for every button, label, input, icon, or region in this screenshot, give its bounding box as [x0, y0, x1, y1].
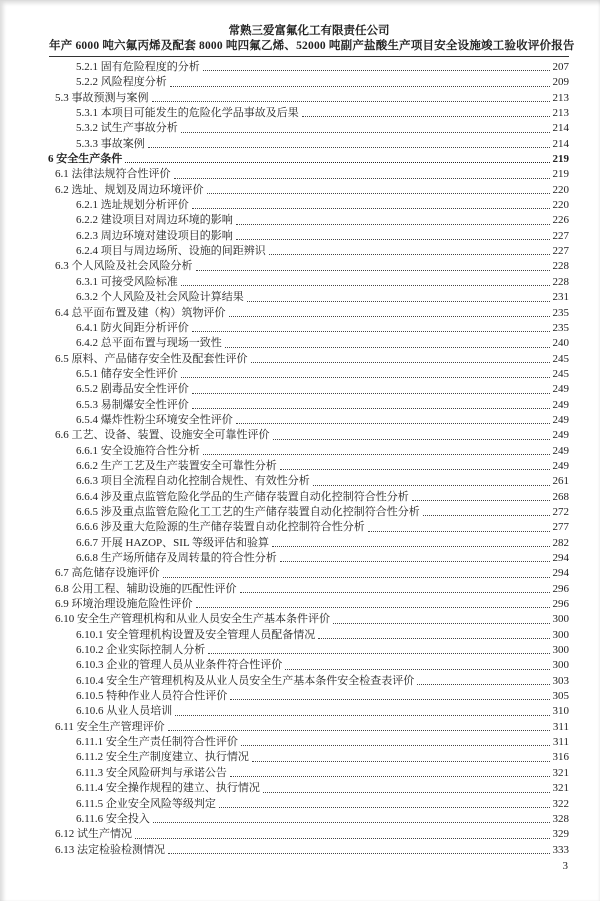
- toc-entry-label: 6.2.4 项目与周边场所、设施的间距辨识: [76, 245, 266, 258]
- toc-entry-page: 213: [552, 107, 569, 120]
- toc-entry[interactable]: [48, 275, 569, 290]
- toc-entry[interactable]: [48, 306, 569, 321]
- toc-entry-page: 311: [552, 720, 569, 733]
- toc-leader-dots: [152, 101, 550, 102]
- toc-entry-page: 240: [552, 337, 569, 350]
- toc-entry-label: 6.6 工艺、设备、装置、设施安全可靠性评价: [55, 429, 270, 442]
- toc-entry[interactable]: [48, 413, 569, 428]
- toc-entry-label: 6.13 法定检验检测情况: [55, 843, 165, 856]
- toc-entry[interactable]: [48, 336, 569, 351]
- toc-entry[interactable]: [48, 766, 569, 781]
- toc-entry-label: 6.6.8 生产场所储存及周转量的符合性分析: [76, 552, 277, 564]
- toc-leader-dots: [247, 301, 550, 302]
- toc-entry-label: 6.5.1 储存安全性评价: [76, 367, 178, 380]
- toc-entry[interactable]: [48, 797, 569, 812]
- toc-entry[interactable]: [48, 321, 569, 336]
- toc-leader-dots: [196, 270, 550, 271]
- toc-entry-page: 268: [552, 490, 569, 503]
- toc-entry-page: 220: [552, 183, 569, 196]
- toc-entry-label: 6.7 高危储存设施评价: [55, 567, 160, 580]
- toc-entry-label: 6.2 选址、规划及周边环境评价: [55, 183, 204, 196]
- toc-list: [48, 60, 569, 858]
- toc-entry[interactable]: [48, 827, 569, 842]
- toc-leader-dots: [302, 116, 550, 117]
- toc-entry[interactable]: [48, 474, 569, 489]
- toc-leader-dots: [207, 193, 550, 194]
- toc-entry-label: 6.11 安全生产管理评价: [55, 720, 165, 733]
- toc-entry-page: 272: [552, 505, 569, 518]
- toc-entry-label: 6.11.2 安全生产制度建立、执行情况: [76, 751, 249, 764]
- toc-entry-label: 6.11.3 安全风险研判与承诺公告: [76, 766, 227, 779]
- toc-leader-dots: [252, 761, 550, 762]
- toc-entry[interactable]: [48, 382, 569, 397]
- toc-entry-label: 6.6.1 安全设施符合性分析: [76, 444, 200, 457]
- toc-leader-dots: [168, 853, 550, 854]
- toc-entry-page: 277: [552, 521, 569, 534]
- toc-leader-dots: [203, 70, 550, 71]
- toc-leader-dots: [181, 377, 550, 378]
- toc-leader-dots: [192, 393, 550, 394]
- toc-entry-label: 6.12 试生产情况: [55, 828, 132, 841]
- toc-entry-label: 6.3 个人风险及社会风险分析: [55, 260, 193, 273]
- page-header: [49, 24, 575, 57]
- toc-entry-label: 6.10.6 从业人员培训: [76, 705, 173, 718]
- toc-entry-page: 249: [552, 429, 569, 442]
- toc-entry[interactable]: [48, 582, 569, 597]
- toc-entry-page: 245: [552, 367, 569, 380]
- toc-entry-label: 6.3.1 可接受风险标准: [76, 275, 178, 288]
- toc-entry-label: 6.8 公用工程、辅助设施的匹配性评价: [55, 582, 237, 595]
- toc-entry-label: 6.10.3 企业的管理人员从业条件符合性评价: [76, 659, 283, 672]
- toc-entry[interactable]: [48, 167, 569, 182]
- toc-entry-page: 219: [552, 168, 569, 181]
- toc-entry[interactable]: [48, 689, 569, 704]
- toc-entry[interactable]: [48, 367, 569, 382]
- toc-entry-page: 227: [552, 245, 569, 258]
- toc-entry-page: 296: [552, 598, 569, 611]
- toc-leader-dots: [236, 224, 550, 225]
- footer-page-number: 3: [562, 860, 568, 872]
- toc-entry-page: 328: [552, 812, 569, 825]
- toc-leader-dots: [251, 362, 550, 363]
- toc-entry-label: 6.9 环境治理设施危险性评价: [55, 598, 193, 611]
- toc-entry-label: 6.11.6 安全投入: [76, 812, 150, 825]
- toc-leader-dots: [280, 469, 550, 470]
- toc-entry[interactable]: [48, 843, 569, 858]
- toc-entry[interactable]: [48, 290, 569, 305]
- toc-entry[interactable]: [48, 812, 569, 827]
- toc-entry[interactable]: [48, 152, 569, 167]
- toc-entry[interactable]: [48, 428, 569, 443]
- toc-entry-label: 6.3.2 个人风险及社会风险计算结果: [76, 291, 244, 304]
- toc-leader-dots: [417, 684, 549, 685]
- toc-entry[interactable]: [48, 229, 569, 244]
- toc-leader-dots: [225, 347, 550, 348]
- toc-entry[interactable]: [48, 704, 569, 719]
- toc-entry-label: 6.5.2 剧毒品安全性评价: [76, 383, 189, 396]
- toc-entry-label: 6.1 法律法规符合性评价: [55, 168, 171, 181]
- toc-entry[interactable]: [48, 106, 569, 121]
- toc-entry[interactable]: [48, 750, 569, 765]
- toc-leader-dots: [318, 638, 549, 639]
- toc-entry-page: 296: [552, 582, 569, 595]
- toc-leader-dots: [203, 454, 550, 455]
- toc-entry-page: 219: [552, 153, 569, 166]
- toc-entry-page: 303: [552, 674, 569, 687]
- toc-entry-page: 226: [552, 214, 569, 227]
- toc-entry-label: 6.6.4 涉及重点监管危险化学品的生产储存装置自动化控制符合性分析: [76, 490, 409, 503]
- toc-entry[interactable]: [48, 60, 569, 75]
- toc-entry[interactable]: [48, 444, 569, 459]
- toc-entry-label: 5.3 事故预测与案例: [55, 91, 149, 104]
- toc-leader-dots: [368, 531, 550, 532]
- toc-entry-page: 300: [552, 659, 569, 672]
- toc-entry[interactable]: [48, 183, 569, 198]
- toc-entry[interactable]: [48, 259, 569, 274]
- toc-entry-page: 294: [552, 567, 569, 580]
- toc-entry[interactable]: [48, 597, 569, 612]
- toc-entry-page: 235: [552, 321, 569, 334]
- toc-entry-label: 6.10.5 特种作业人员符合性评价: [76, 690, 228, 703]
- toc-entry-label: 6.4.1 防火间距分析评价: [76, 321, 189, 334]
- toc-entry-page: 322: [552, 797, 569, 810]
- toc-entry-label: 6.6.7 开展 HAZOP、SIL 等级评估和验算: [76, 536, 270, 549]
- toc-entry-label: 6.6.5 涉及重点监管危险化工工艺的生产储存装置自动化控制符合性分析: [76, 505, 420, 518]
- toc-entry-label: 6.4.2 总平面布置与现场一致性: [76, 337, 222, 350]
- toc-leader-dots: [241, 745, 550, 746]
- toc-entry-label: 6.2.3 周边环境对建设项目的影响: [76, 229, 233, 242]
- toc-leader-dots: [174, 178, 550, 179]
- toc-entry-page: 300: [552, 628, 569, 641]
- toc-entry[interactable]: [48, 643, 569, 658]
- toc-entry-page: 249: [552, 459, 569, 472]
- toc-leader-dots: [219, 807, 550, 808]
- toc-entry-label: 6.10 安全生产管理机构和从业人员安全生产基本条件评价: [55, 613, 330, 626]
- toc-entry-page: 220: [552, 199, 569, 212]
- toc-entry[interactable]: [48, 735, 569, 750]
- toc-entry-label: 6.6.6 涉及重大危险源的生产储存装置自动化控制符合性分析: [76, 521, 365, 534]
- toc-entry[interactable]: [48, 91, 569, 106]
- toc-entry-label: 5.2.2 风险程度分析: [76, 76, 167, 89]
- toc-entry-page: 305: [552, 690, 569, 703]
- toc-leader-dots: [333, 623, 550, 624]
- toc-entry[interactable]: [48, 628, 569, 643]
- toc-entry-label: 6.10.4 安全生产管理机构及从业人员安全生产基本条件安全检查表评价: [76, 674, 415, 687]
- toc-entry[interactable]: [48, 121, 569, 136]
- toc-leader-dots: [230, 776, 550, 777]
- toc-entry-page: 231: [552, 291, 569, 304]
- toc-entry-label: 5.3.1 本项目可能发生的危险化学品事故及后果: [76, 107, 299, 120]
- toc-entry-label: 6.11.1 安全生产责任制符合性评价: [76, 736, 238, 749]
- toc-entry[interactable]: [48, 720, 569, 735]
- toc-entry[interactable]: [48, 198, 569, 213]
- toc-leader-dots: [229, 316, 550, 317]
- toc-leader-dots: [196, 607, 550, 608]
- toc-entry[interactable]: [48, 75, 569, 90]
- toc-entry-label: 6.6.2 生产工艺及生产装置安全可靠性分析: [76, 459, 277, 472]
- toc-entry-label: 6 安全生产条件: [48, 153, 123, 166]
- toc-leader-dots: [192, 408, 550, 409]
- toc-leader-dots: [423, 515, 550, 516]
- toc-leader-dots: [181, 285, 550, 286]
- toc-entry-page: 214: [552, 137, 569, 150]
- toc-entry-page: 228: [552, 275, 569, 288]
- toc-leader-dots: [230, 699, 549, 700]
- toc-entry-label: 6.11.5 企业安全风险等级判定: [76, 797, 216, 810]
- toc-leader-dots: [181, 132, 550, 133]
- toc-entry[interactable]: [48, 551, 569, 566]
- toc-entry-label: 6.10.2 企业实际控制人分析: [76, 644, 206, 657]
- toc-entry-label: 6.2.2 建设项目对周边环境的影响: [76, 214, 233, 227]
- toc-entry-label: 5.3.3 事故案例: [76, 137, 145, 150]
- toc-leader-dots: [273, 439, 550, 440]
- toc-entry[interactable]: [48, 398, 569, 413]
- toc-entry-page: 294: [552, 552, 569, 564]
- toc-entry-page: 282: [552, 536, 569, 549]
- toc-entry[interactable]: [48, 658, 569, 673]
- toc-leader-dots: [192, 208, 550, 209]
- toc-leader-dots: [125, 162, 549, 163]
- toc-entry-page: 249: [552, 383, 569, 396]
- toc-entry-label: 6.6.3 项目全流程自动化控制合规性、有效性分析: [76, 475, 310, 488]
- toc-entry[interactable]: [48, 520, 569, 535]
- toc-entry[interactable]: [48, 137, 569, 152]
- toc-entry-label: 6.2.1 选址规划分析评价: [76, 199, 189, 212]
- toc-leader-dots: [135, 838, 550, 839]
- toc-entry-page: 245: [552, 352, 569, 365]
- toc-entry-page: 333: [552, 843, 569, 856]
- toc-entry-page: 209: [552, 76, 569, 89]
- toc-leader-dots: [175, 715, 549, 716]
- toc-entry-label: 6.5 原料、产品储存安全性及配套性评价: [55, 352, 248, 365]
- toc-entry-page: 321: [552, 766, 569, 779]
- toc-entry-label: 6.11.4 安全操作规程的建立、执行情况: [76, 782, 260, 795]
- toc-entry-page: 311: [552, 736, 569, 749]
- toc-leader-dots: [236, 239, 550, 240]
- toc-leader-dots: [280, 561, 550, 562]
- toc-leader-dots: [240, 592, 550, 593]
- toc-entry-label: 6.5.3 易制爆安全性评价: [76, 398, 189, 411]
- toc-entry-page: 249: [552, 444, 569, 457]
- toc-entry[interactable]: [48, 505, 569, 520]
- toc-entry[interactable]: [48, 674, 569, 689]
- toc-entry-page: 310: [552, 705, 569, 718]
- toc-entry[interactable]: [48, 213, 569, 228]
- toc-leader-dots: [412, 500, 550, 501]
- toc-leader-dots: [285, 669, 549, 670]
- toc-leader-dots: [269, 254, 550, 255]
- toc-entry-page: 316: [552, 751, 569, 764]
- toc-leader-dots: [272, 546, 549, 547]
- toc-entry-label: 5.3.2 试生产事故分析: [76, 122, 178, 135]
- header-report-title: 年产 6000 吨六氟丙烯及配套 8000 吨四氟乙烯、52000 吨副产盐酸生产项目安全设施竣工验收评价报告: [49, 39, 569, 57]
- toc-leader-dots: [236, 423, 550, 424]
- toc-entry-page: 300: [552, 644, 569, 657]
- toc-leader-dots: [192, 331, 550, 332]
- toc-leader-dots: [168, 730, 550, 731]
- toc-leader-dots: [170, 86, 550, 87]
- toc-entry-page: 235: [552, 306, 569, 319]
- toc-entry[interactable]: [48, 536, 569, 551]
- toc-entry[interactable]: [48, 566, 569, 581]
- toc-entry-page: 214: [552, 122, 569, 135]
- toc-entry[interactable]: [48, 459, 569, 474]
- toc-entry-label: 6.5.4 爆炸性粉尘环境安全性评价: [76, 413, 233, 426]
- toc-leader-dots: [163, 577, 550, 578]
- toc-entry-page: 261: [552, 475, 569, 488]
- toc-entry-page: 329: [552, 828, 569, 841]
- toc-entry-page: 227: [552, 229, 569, 242]
- toc-entry-page: 300: [552, 613, 569, 626]
- header-company-name: 常熟三爱富氟化工有限责任公司: [228, 25, 390, 37]
- toc-entry-label: 5.2.1 固有危险程度的分析: [76, 61, 200, 73]
- toc-entry[interactable]: [48, 244, 569, 259]
- toc-entry[interactable]: [48, 490, 569, 505]
- toc-entry-page: 213: [552, 91, 569, 104]
- toc-entry[interactable]: [48, 352, 569, 367]
- toc-entry[interactable]: [48, 612, 569, 627]
- toc-leader-dots: [148, 147, 550, 148]
- toc-entry[interactable]: [48, 781, 569, 796]
- toc-entry-page: 249: [552, 413, 569, 426]
- toc-entry-page: 228: [552, 260, 569, 273]
- toc-entry-page: 207: [552, 61, 569, 73]
- toc-leader-dots: [313, 485, 550, 486]
- toc-leader-dots: [153, 822, 550, 823]
- toc-entry-page: 249: [552, 398, 569, 411]
- toc-entry-label: 6.4 总平面布置及建（构）筑物评价: [55, 306, 226, 319]
- toc-leader-dots: [263, 792, 550, 793]
- toc-leader-dots: [208, 653, 549, 654]
- toc-entry-label: 6.10.1 安全管理机构设置及安全管理人员配备情况: [76, 628, 316, 641]
- toc-entry-page: 321: [552, 782, 569, 795]
